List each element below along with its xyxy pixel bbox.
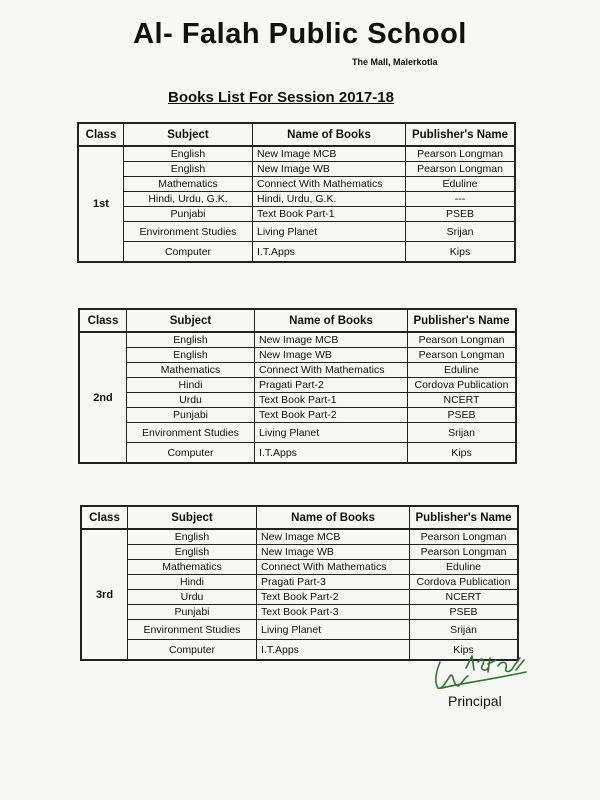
table-row <box>79 242 515 262</box>
publisher-cell: PSEB <box>406 207 515 222</box>
table-row <box>80 378 516 393</box>
principal-label: Principal <box>448 693 502 709</box>
class-label: 3rd <box>82 529 128 660</box>
table-row <box>82 605 518 620</box>
table-row <box>79 222 515 242</box>
table-row <box>80 423 516 443</box>
book-cell: Pragati Part-3 <box>257 575 410 590</box>
publisher-cell: Kips <box>406 242 515 262</box>
book-cell: Connect With Mathematics <box>255 363 408 378</box>
school-address: The Mall, Malerkotla <box>352 57 438 67</box>
book-cell: Text Book Part-3 <box>257 605 410 620</box>
column-header-subject: Subject <box>128 507 257 530</box>
book-cell: New Image WB <box>255 348 408 363</box>
subject-cell: Computer <box>127 443 255 463</box>
publisher-cell: Srijan <box>408 423 516 443</box>
book-cell: New Image MCB <box>255 332 408 348</box>
column-header-publisher: Publisher's Name <box>410 507 518 530</box>
subject-cell: Mathematics <box>124 177 253 192</box>
column-header-publisher: Publisher's Name <box>406 124 515 147</box>
class-label: 2nd <box>80 332 127 463</box>
table-row <box>82 545 518 560</box>
publisher-cell: Eduline <box>410 560 518 575</box>
publisher-cell: Eduline <box>406 177 515 192</box>
table-row <box>80 408 516 423</box>
book-cell: Hindi, Urdu, G.K. <box>253 192 406 207</box>
subject-cell: Urdu <box>128 590 257 605</box>
table-header-row <box>79 124 515 147</box>
subject-cell: Punjabi <box>127 408 255 423</box>
table-header-row <box>80 310 516 333</box>
table-row <box>79 177 515 192</box>
table-row <box>82 620 518 640</box>
book-cell: New Image MCB <box>257 529 410 545</box>
publisher-cell: Pearson Longman <box>408 348 516 363</box>
column-header-class: Class <box>82 507 128 530</box>
publisher-cell: Pearson Longman <box>410 529 518 545</box>
school-name: Al- Falah Public School <box>133 18 467 50</box>
column-header-class: Class <box>79 124 124 147</box>
page-title: Books List For Session 2017-18 <box>168 89 394 106</box>
table-row <box>82 590 518 605</box>
publisher-cell: NCERT <box>408 393 516 408</box>
subject-cell: English <box>127 348 255 363</box>
table-row <box>79 146 515 162</box>
publisher-cell: Srijan <box>410 620 518 640</box>
publisher-cell: Cordova Publication <box>408 378 516 393</box>
book-cell: Living Planet <box>255 423 408 443</box>
table-row <box>80 332 516 348</box>
publisher-cell: PSEB <box>408 408 516 423</box>
books-table-class-2 <box>79 309 516 463</box>
subject-cell: Hindi <box>127 378 255 393</box>
table-row <box>80 443 516 463</box>
book-cell: New Image MCB <box>253 146 406 162</box>
book-cell: Text Book Part-1 <box>255 393 408 408</box>
publisher-cell: Eduline <box>408 363 516 378</box>
table-row <box>80 348 516 363</box>
subject-cell: Punjabi <box>124 207 253 222</box>
book-cell: Text Book Part-2 <box>255 408 408 423</box>
book-cell: Living Planet <box>257 620 410 640</box>
subject-cell: Computer <box>128 640 257 660</box>
table-row <box>82 560 518 575</box>
table-row <box>79 207 515 222</box>
subject-cell: Hindi, Urdu, G.K. <box>124 192 253 207</box>
column-header-books: Name of Books <box>257 507 410 530</box>
column-header-books: Name of Books <box>255 310 408 333</box>
subject-cell: Environment Studies <box>128 620 257 640</box>
principal-signature <box>428 650 533 698</box>
subject-cell: English <box>128 545 257 560</box>
book-cell: I.T.Apps <box>257 640 410 660</box>
publisher-cell: Cordova Publication <box>410 575 518 590</box>
subject-cell: Environment Studies <box>124 222 253 242</box>
class-label: 1st <box>79 146 124 262</box>
table-header-row <box>82 507 518 530</box>
publisher-cell: --- <box>406 192 515 207</box>
table-row <box>82 575 518 590</box>
book-cell: Connect With Mathematics <box>257 560 410 575</box>
column-header-class: Class <box>80 310 127 333</box>
publisher-cell: Kips <box>408 443 516 463</box>
subject-cell: English <box>127 332 255 348</box>
publisher-cell: Pearson Longman <box>406 162 515 177</box>
subject-cell: Punjabi <box>128 605 257 620</box>
column-header-subject: Subject <box>127 310 255 333</box>
book-cell: Pragati Part-2 <box>255 378 408 393</box>
publisher-cell: NCERT <box>410 590 518 605</box>
subject-cell: English <box>124 162 253 177</box>
subject-cell: English <box>128 529 257 545</box>
subject-cell: Urdu <box>127 393 255 408</box>
book-cell: Text Book Part-2 <box>257 590 410 605</box>
book-cell: New Image WB <box>257 545 410 560</box>
subject-cell: Computer <box>124 242 253 262</box>
book-cell: New Image WB <box>253 162 406 177</box>
publisher-cell: Kips <box>410 640 518 660</box>
book-cell: Living Planet <box>253 222 406 242</box>
subject-cell: Mathematics <box>127 363 255 378</box>
subject-cell: Environment Studies <box>127 423 255 443</box>
publisher-cell: Pearson Longman <box>410 545 518 560</box>
books-table-class-1 <box>78 123 515 262</box>
table-row <box>80 363 516 378</box>
publisher-cell: Srijan <box>406 222 515 242</box>
table-row <box>80 393 516 408</box>
table-row <box>82 529 518 545</box>
publisher-cell: PSEB <box>410 605 518 620</box>
book-cell: I.T.Apps <box>255 443 408 463</box>
table-row <box>79 162 515 177</box>
publisher-cell: Pearson Longman <box>406 146 515 162</box>
table-row <box>79 192 515 207</box>
column-header-subject: Subject <box>124 124 253 147</box>
column-header-books: Name of Books <box>253 124 406 147</box>
book-cell: I.T.Apps <box>253 242 406 262</box>
books-table-class-3 <box>81 506 518 660</box>
subject-cell: English <box>124 146 253 162</box>
publisher-cell: Pearson Longman <box>408 332 516 348</box>
column-header-publisher: Publisher's Name <box>408 310 516 333</box>
subject-cell: Hindi <box>128 575 257 590</box>
book-cell: Text Book Part-1 <box>253 207 406 222</box>
book-cell: Connect With Mathematics <box>253 177 406 192</box>
subject-cell: Mathematics <box>128 560 257 575</box>
